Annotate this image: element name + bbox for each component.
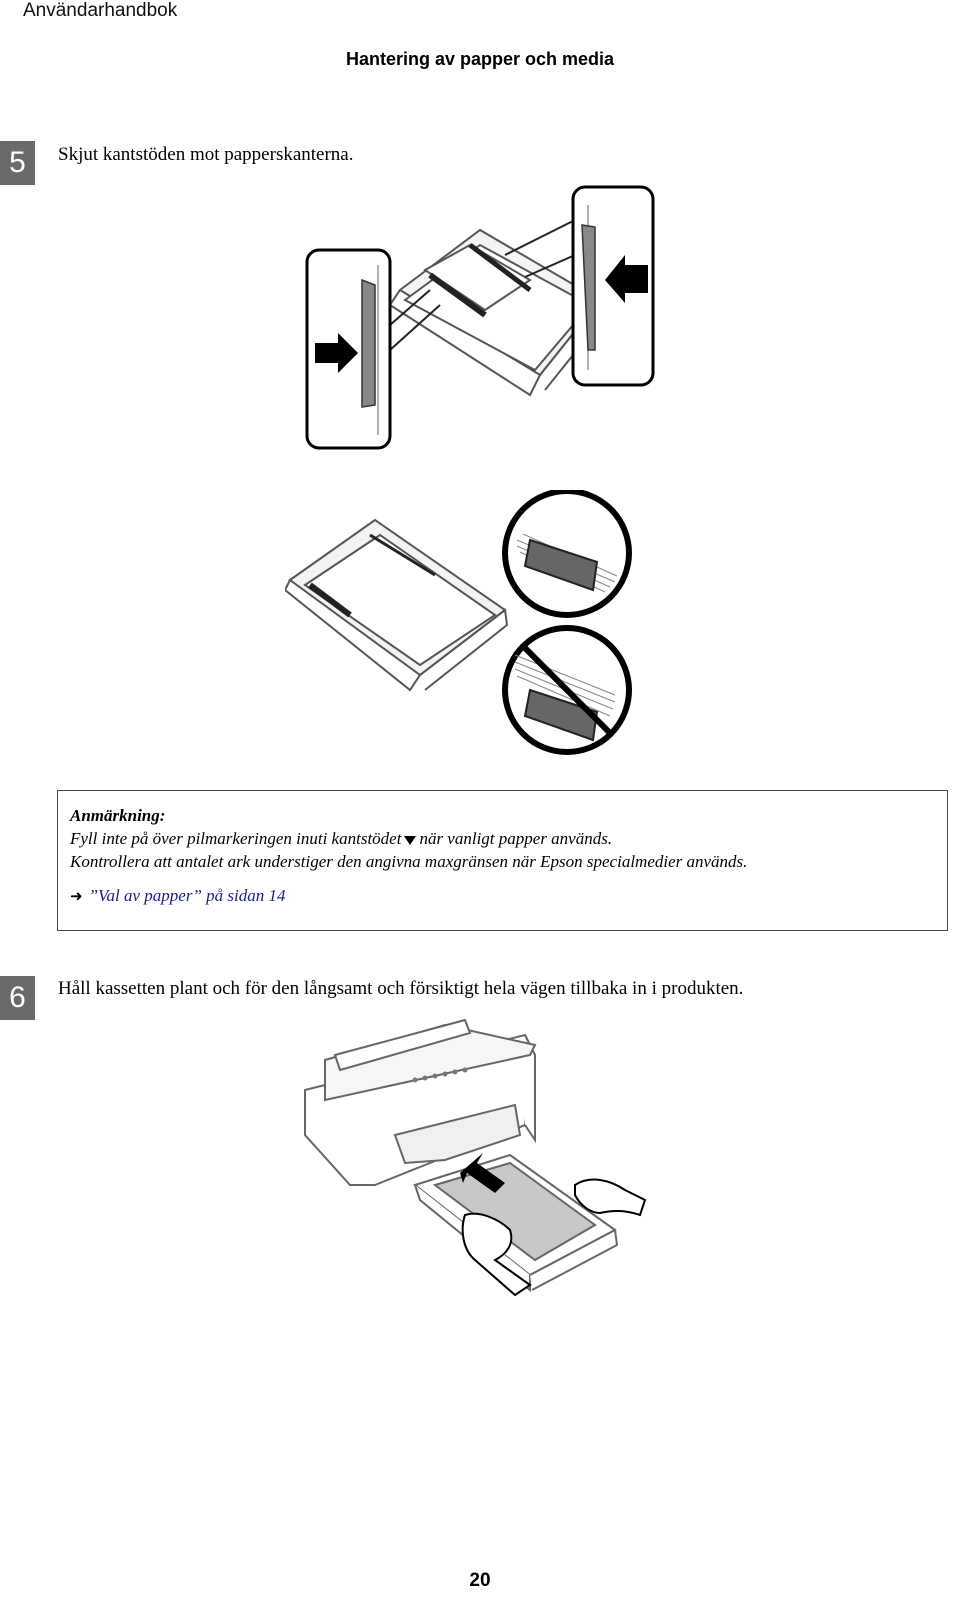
step-6-text: Håll kassetten plant och för den långsamt och försiktigt hela vägen tillbaka in i produkten. <box>58 978 744 999</box>
note-reference <box>70 885 935 908</box>
edge-guide-illustration <box>300 185 670 460</box>
section-title: Hantering av papper och media <box>345 49 615 69</box>
step-6-badge: 6 <box>0 976 35 1020</box>
limit-mark-icon <box>404 836 416 845</box>
page-number: 20 <box>469 1570 491 1591</box>
note-line-1 <box>70 827 935 850</box>
arrow-right-icon: ➜ <box>70 889 83 905</box>
insert-cassette-illustration <box>295 1015 670 1305</box>
note-box <box>57 790 948 931</box>
paper-limit-illustration <box>285 490 640 765</box>
note-line-2: Kontrollera att antalet ark understiger den angivna maxgränsen när Epson specialmedier används. <box>70 852 748 871</box>
note-line-1-part-a: Fyll inte på över pilmarkeringen inuti kantstödet <box>70 829 402 848</box>
step-5-text: Skjut kantstöden mot papperskanterna. <box>58 144 354 165</box>
note-line-1-part-b: när vanligt papper används. <box>419 829 613 848</box>
step-5-badge: 5 <box>0 141 35 185</box>
note-title: Anmärkning: <box>70 806 166 825</box>
document-header-title: Användarhandbok <box>23 0 178 21</box>
note-reference-link[interactable]: ”Val av papper” på sidan 14 <box>88 886 286 905</box>
